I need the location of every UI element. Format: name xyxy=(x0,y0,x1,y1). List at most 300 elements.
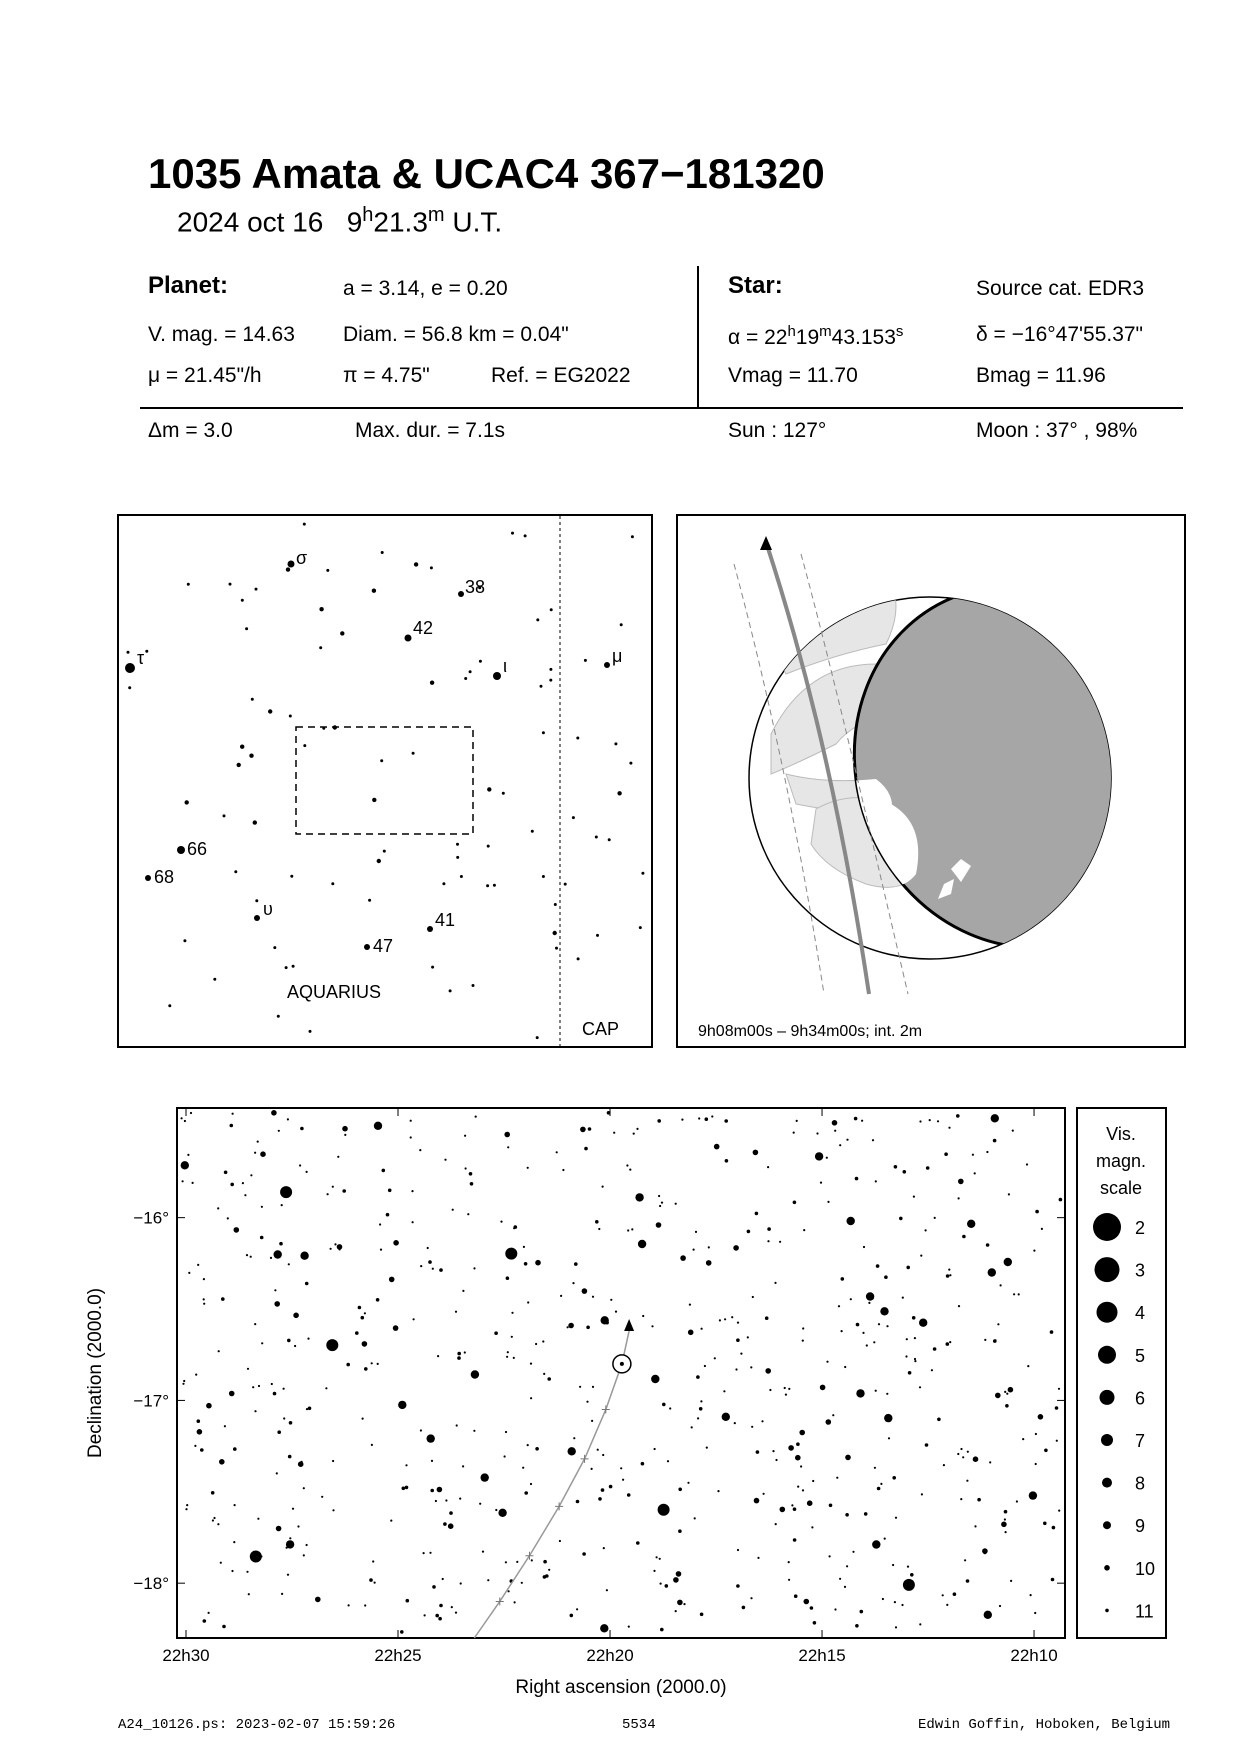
chart-star xyxy=(591,1468,593,1470)
chart-star xyxy=(521,1582,523,1584)
chart-star xyxy=(402,1487,406,1491)
chart-star xyxy=(669,1407,671,1409)
planet-heading: Planet: xyxy=(148,272,229,299)
chart-star xyxy=(511,1336,513,1338)
chart-star xyxy=(895,1517,897,1519)
chart-star xyxy=(767,1166,769,1168)
event-minute: 21.3 xyxy=(373,206,428,238)
chart-star xyxy=(1018,1293,1020,1295)
chart-star xyxy=(654,1448,656,1450)
event-date: 2024 oct 16 xyxy=(177,206,324,238)
chart-star xyxy=(591,1420,593,1422)
chart-star xyxy=(257,1518,259,1520)
chart-star xyxy=(482,1551,484,1553)
chart-star xyxy=(882,1598,884,1600)
legend-dot xyxy=(1098,1346,1116,1364)
chart-star xyxy=(845,1513,849,1517)
chart-star xyxy=(506,1276,510,1280)
chart-star xyxy=(306,1544,308,1546)
chart-star xyxy=(274,1250,282,1258)
chart-star xyxy=(862,1332,864,1334)
chart-star xyxy=(974,1172,976,1174)
chart-star xyxy=(989,1461,991,1463)
chart-star xyxy=(875,1390,877,1392)
chart-star xyxy=(966,1579,970,1583)
chart-star xyxy=(638,1240,646,1248)
chart-star xyxy=(559,1540,561,1542)
chart-star xyxy=(841,1277,845,1281)
chart-star xyxy=(197,1419,201,1423)
chart-star xyxy=(582,1552,586,1556)
chart-star xyxy=(855,1624,859,1628)
chart-star xyxy=(530,1397,532,1399)
chart-star xyxy=(1038,1414,1044,1420)
chart-star xyxy=(807,1500,813,1506)
chart-star xyxy=(1004,1391,1006,1393)
globe-caption: 9h08m00s – 9h34m00s; int. 2m xyxy=(698,1023,923,1040)
chart-star xyxy=(868,1302,870,1304)
chart-star xyxy=(658,1195,660,1197)
chart-star xyxy=(919,1623,921,1625)
chart-star xyxy=(735,1368,737,1370)
chart-star xyxy=(838,1305,840,1307)
chart-star xyxy=(651,1325,653,1327)
chart-star xyxy=(711,1115,713,1117)
chart-star xyxy=(1050,1330,1054,1334)
chart-star xyxy=(435,1614,439,1618)
chart-star xyxy=(984,1339,986,1341)
chart-star xyxy=(297,1525,299,1527)
chart-star xyxy=(233,1541,235,1543)
chart-star xyxy=(535,1343,537,1345)
chart-star xyxy=(542,1340,544,1342)
planet-vmag: V. mag. = 14.63 xyxy=(148,323,295,346)
chart-star xyxy=(524,1262,528,1266)
chart-star xyxy=(424,1614,426,1616)
chart-star xyxy=(1008,1387,1014,1393)
chart-star xyxy=(274,1301,280,1307)
chart-star xyxy=(695,1231,697,1233)
chart-star xyxy=(810,1606,814,1610)
chart-star xyxy=(592,1296,594,1298)
chart-star xyxy=(574,1262,578,1266)
chart-star xyxy=(229,1391,235,1397)
chart-star xyxy=(658,1504,670,1516)
chart-star xyxy=(280,1186,292,1198)
chart-star xyxy=(731,1316,733,1318)
chart-star xyxy=(443,1522,447,1526)
chart-star xyxy=(958,1197,960,1199)
chart-star xyxy=(248,1593,250,1595)
y-tick-label: −18° xyxy=(133,1574,169,1594)
chart-star xyxy=(315,1597,321,1603)
chart-star xyxy=(303,1487,305,1489)
chart-star xyxy=(498,1509,506,1517)
chart-star xyxy=(780,1507,786,1513)
chart-star xyxy=(714,1357,716,1359)
chart-star xyxy=(836,1477,838,1479)
chart-star xyxy=(398,1401,406,1409)
chart-star xyxy=(724,1318,726,1320)
chart-star xyxy=(742,1606,746,1610)
chart-star xyxy=(861,1120,863,1122)
chart-star xyxy=(217,1207,219,1209)
chart-star xyxy=(919,1319,927,1327)
chart-star xyxy=(705,1117,709,1121)
chart-star xyxy=(283,1417,285,1419)
chart-star xyxy=(462,1465,464,1467)
chart-star xyxy=(600,1624,608,1632)
chart-star xyxy=(364,1312,366,1314)
chart-star xyxy=(362,1341,368,1347)
chart-star xyxy=(609,1485,613,1489)
chart-star xyxy=(258,1385,260,1387)
chart-star xyxy=(254,1323,256,1325)
chart-star xyxy=(361,1316,365,1320)
chart-star xyxy=(850,1298,852,1300)
chart-star xyxy=(803,1229,805,1231)
chart-star xyxy=(993,1139,997,1143)
label-iota: ι xyxy=(503,656,507,676)
legend-label: 3 xyxy=(1135,1260,1146,1281)
chart-star xyxy=(287,1118,289,1120)
chart-star xyxy=(524,1491,528,1495)
chart-star xyxy=(933,1347,937,1351)
chart-star xyxy=(734,1422,736,1424)
chart-star xyxy=(656,1556,658,1558)
chart-star xyxy=(860,1610,864,1614)
chart-star xyxy=(419,1149,421,1151)
star-ra: $\alpha = 22^h19^m43.153^s$ xyxy=(728,323,904,349)
chart-star xyxy=(784,1387,786,1389)
chart-star xyxy=(579,1386,581,1388)
chart-star xyxy=(332,1460,334,1462)
chart-star xyxy=(218,1350,220,1352)
chart-star xyxy=(527,1167,529,1169)
chart-star xyxy=(804,1599,810,1605)
chart-star xyxy=(602,1454,604,1456)
chart-star xyxy=(747,1336,749,1338)
chart-star xyxy=(330,1248,332,1250)
chart-star xyxy=(276,1526,282,1532)
chart-star xyxy=(439,1604,443,1608)
chart-star xyxy=(192,1182,194,1184)
chart-star xyxy=(300,1127,304,1131)
chart-star xyxy=(659,1205,661,1207)
chart-star xyxy=(288,1455,292,1459)
chart-star xyxy=(653,1570,655,1572)
chart-star xyxy=(870,1296,874,1300)
chart-star xyxy=(473,1267,475,1269)
chart-star xyxy=(613,1132,615,1134)
chart-star xyxy=(188,1272,190,1274)
chart-star xyxy=(677,1600,683,1606)
chart-star xyxy=(576,1608,578,1610)
chart-star xyxy=(457,1352,461,1356)
chart-star xyxy=(289,1421,293,1425)
chart-star xyxy=(460,1582,462,1584)
chart-star xyxy=(437,1355,439,1357)
chart-star xyxy=(872,1540,880,1548)
chart-star xyxy=(826,1157,828,1159)
star-vmag: Vmag = 11.70 xyxy=(728,364,858,387)
chart-star xyxy=(754,1498,760,1504)
chart-star xyxy=(511,1312,513,1314)
chart-star xyxy=(332,1186,334,1188)
event-datetime: 2024 oct 16 9$^h$21.3$^m$ U.T. xyxy=(177,204,503,238)
chart-star xyxy=(901,1604,903,1606)
chart-star xyxy=(826,1361,828,1363)
chart-star xyxy=(287,1339,291,1343)
chart-star xyxy=(920,1255,922,1257)
chart-star xyxy=(934,1217,936,1219)
chart-star xyxy=(495,1509,497,1511)
chart-star xyxy=(1052,1526,1056,1530)
chart-star xyxy=(937,1120,939,1122)
chart-star xyxy=(325,1387,327,1389)
chart-star xyxy=(206,1403,212,1409)
chart-star xyxy=(651,1375,659,1383)
chart-star xyxy=(543,1373,545,1375)
chart-star xyxy=(1006,1393,1008,1395)
legend-dot xyxy=(1097,1302,1118,1323)
chart-star xyxy=(213,1517,215,1519)
chart-star xyxy=(626,1164,628,1166)
chart-star xyxy=(326,1339,338,1351)
label-68: 68 xyxy=(154,867,175,887)
chart-star xyxy=(586,1401,588,1403)
chart-star xyxy=(913,1196,915,1198)
chart-star xyxy=(1027,1365,1029,1367)
chart-star xyxy=(507,1146,509,1148)
chart-star xyxy=(1033,1250,1035,1252)
chart-star xyxy=(427,1434,435,1442)
chart-star xyxy=(797,1486,799,1488)
chart-star xyxy=(740,1353,742,1355)
chart-star xyxy=(717,1490,719,1492)
chart-star xyxy=(984,1552,986,1554)
legend-dot xyxy=(1095,1257,1120,1282)
chart-star xyxy=(427,1247,429,1249)
chart-star xyxy=(799,1430,805,1436)
chart-star xyxy=(283,1388,285,1390)
chart-star xyxy=(884,1275,888,1279)
chart-star xyxy=(967,1451,969,1453)
chart-star xyxy=(452,1209,454,1211)
chart-star xyxy=(931,1369,933,1371)
chart-star xyxy=(698,1117,700,1119)
chart-star xyxy=(547,1377,551,1381)
chart-star xyxy=(231,1570,233,1572)
chart-star xyxy=(795,1455,801,1461)
chart-star xyxy=(250,1256,252,1258)
chart-star xyxy=(270,1257,272,1259)
chart-star xyxy=(737,1549,739,1551)
chart-star xyxy=(382,1169,386,1173)
chart-star xyxy=(829,1504,833,1508)
chart-star xyxy=(948,1269,950,1271)
chart-star xyxy=(700,1400,702,1402)
chart-star xyxy=(299,1164,301,1166)
constellation-label: AQUARIUS xyxy=(287,982,382,1002)
chart-star xyxy=(995,1393,1001,1399)
legend-dot xyxy=(1093,1213,1121,1241)
chart-star xyxy=(400,1630,404,1634)
chart-star xyxy=(181,1161,189,1169)
chart-star xyxy=(568,1323,574,1329)
chart-star xyxy=(232,1113,234,1115)
chart-star xyxy=(464,1351,466,1353)
chart-star xyxy=(772,1450,774,1452)
chart-star xyxy=(788,1579,790,1581)
chart-star xyxy=(802,1340,804,1342)
chart-star xyxy=(704,1365,706,1367)
event-hour: 9 xyxy=(346,206,363,238)
chart-star xyxy=(733,1245,739,1251)
chart-star xyxy=(689,1304,691,1306)
chart-star xyxy=(846,1565,848,1567)
chart-star xyxy=(820,1385,826,1391)
chart-star xyxy=(572,1282,574,1284)
chart-star xyxy=(1056,1440,1058,1442)
chart-star xyxy=(603,1547,605,1549)
chart-star xyxy=(374,1122,382,1130)
chart-star xyxy=(796,1442,800,1446)
chart-star xyxy=(292,1508,294,1510)
chart-star xyxy=(953,1592,957,1596)
star-dec: δ = −16°47'55.37" xyxy=(976,323,1144,346)
chart-star xyxy=(1001,1522,1007,1528)
chart-star xyxy=(656,1222,662,1228)
chart-star xyxy=(222,1625,226,1629)
chart-star xyxy=(946,1342,950,1346)
legend-dot xyxy=(1101,1434,1113,1446)
chart-star xyxy=(455,1311,457,1313)
chart-star xyxy=(194,1445,196,1447)
chart-star xyxy=(288,1263,290,1265)
chart-star xyxy=(683,1603,685,1605)
chart-star xyxy=(958,1179,964,1185)
chart-star xyxy=(694,1517,696,1519)
chart-star xyxy=(894,1165,898,1169)
chart-star xyxy=(513,1227,515,1229)
chart-star xyxy=(380,1249,382,1251)
chart-star xyxy=(991,1114,999,1122)
chart-star xyxy=(197,1429,203,1435)
legend-title: magn. xyxy=(1095,1151,1147,1171)
chart-star xyxy=(376,1298,380,1302)
chart-star xyxy=(788,1445,794,1451)
chart-star xyxy=(527,1301,529,1303)
chart-star xyxy=(635,1193,643,1201)
chart-star xyxy=(598,1497,602,1501)
chart-star xyxy=(834,1608,836,1610)
chart-star xyxy=(1022,1438,1024,1440)
chart-star xyxy=(960,1498,962,1500)
chart-star xyxy=(273,1392,277,1396)
sun-elongation: Sun : 127° xyxy=(728,419,827,442)
chart-star xyxy=(949,1274,951,1276)
chart-star xyxy=(942,1594,944,1596)
chart-star xyxy=(507,1351,509,1353)
chart-star xyxy=(233,1447,237,1451)
chart-star xyxy=(793,1132,795,1134)
chart-star xyxy=(1005,1531,1007,1533)
chart-star xyxy=(877,1487,881,1491)
chart-star xyxy=(527,1444,529,1446)
chart-star xyxy=(1051,1578,1055,1582)
chart-star xyxy=(794,1594,798,1598)
chart-star xyxy=(413,1318,415,1320)
chart-star xyxy=(252,1386,254,1388)
chart-star xyxy=(708,1246,710,1248)
chart-star xyxy=(722,1413,730,1421)
chart-star xyxy=(750,1597,752,1599)
chart-star xyxy=(560,1295,562,1297)
chart-star xyxy=(260,1555,262,1557)
chart-star xyxy=(182,1383,184,1385)
chart-star xyxy=(816,1132,818,1134)
chart-star xyxy=(1041,1228,1043,1230)
chart-star xyxy=(641,1462,645,1466)
chart-star xyxy=(448,1523,454,1529)
chart-star xyxy=(636,1541,640,1545)
chart-star xyxy=(471,1370,479,1378)
chart-star xyxy=(914,1337,916,1339)
chart-star xyxy=(187,1154,189,1156)
chart-star xyxy=(582,1288,588,1294)
chart-star xyxy=(184,1120,186,1122)
chart-star xyxy=(813,1621,817,1625)
chart-star xyxy=(736,1584,740,1588)
chart-star xyxy=(919,1120,921,1122)
chart-star xyxy=(944,1152,948,1156)
chart-star xyxy=(839,1578,841,1580)
chart-star xyxy=(912,1316,916,1320)
chart-star xyxy=(494,1331,498,1335)
chart-star xyxy=(675,1203,677,1205)
y-tick-label: −16° xyxy=(133,1208,169,1228)
chart-star xyxy=(227,1217,229,1219)
chart-star xyxy=(244,1194,246,1196)
chart-star xyxy=(1010,1580,1012,1582)
chart-star xyxy=(405,1486,409,1490)
chart-star xyxy=(506,1356,508,1358)
chart-star xyxy=(246,1571,248,1573)
chart-star xyxy=(410,1120,412,1122)
chart-star xyxy=(212,1519,214,1521)
chart-star xyxy=(504,1132,510,1138)
chart-star xyxy=(994,1339,996,1341)
chart-star xyxy=(691,1426,693,1428)
chart-star xyxy=(820,1182,822,1184)
chart-star xyxy=(449,1511,453,1515)
chart-star xyxy=(811,1526,813,1528)
chart-star xyxy=(459,1498,461,1500)
chart-star xyxy=(919,1386,921,1388)
chart-star xyxy=(429,1552,431,1554)
chart-star xyxy=(660,1628,664,1632)
chart-star xyxy=(1016,1500,1018,1502)
chart-star xyxy=(286,1540,294,1548)
chart-star xyxy=(957,1453,959,1455)
chart-star xyxy=(757,1557,759,1559)
chart-star xyxy=(769,1389,771,1391)
chart-star xyxy=(250,1174,252,1176)
chart-star xyxy=(276,1472,278,1474)
chart-star xyxy=(785,1394,787,1396)
y-axis-label: Declination (2000.0) xyxy=(85,1287,106,1459)
